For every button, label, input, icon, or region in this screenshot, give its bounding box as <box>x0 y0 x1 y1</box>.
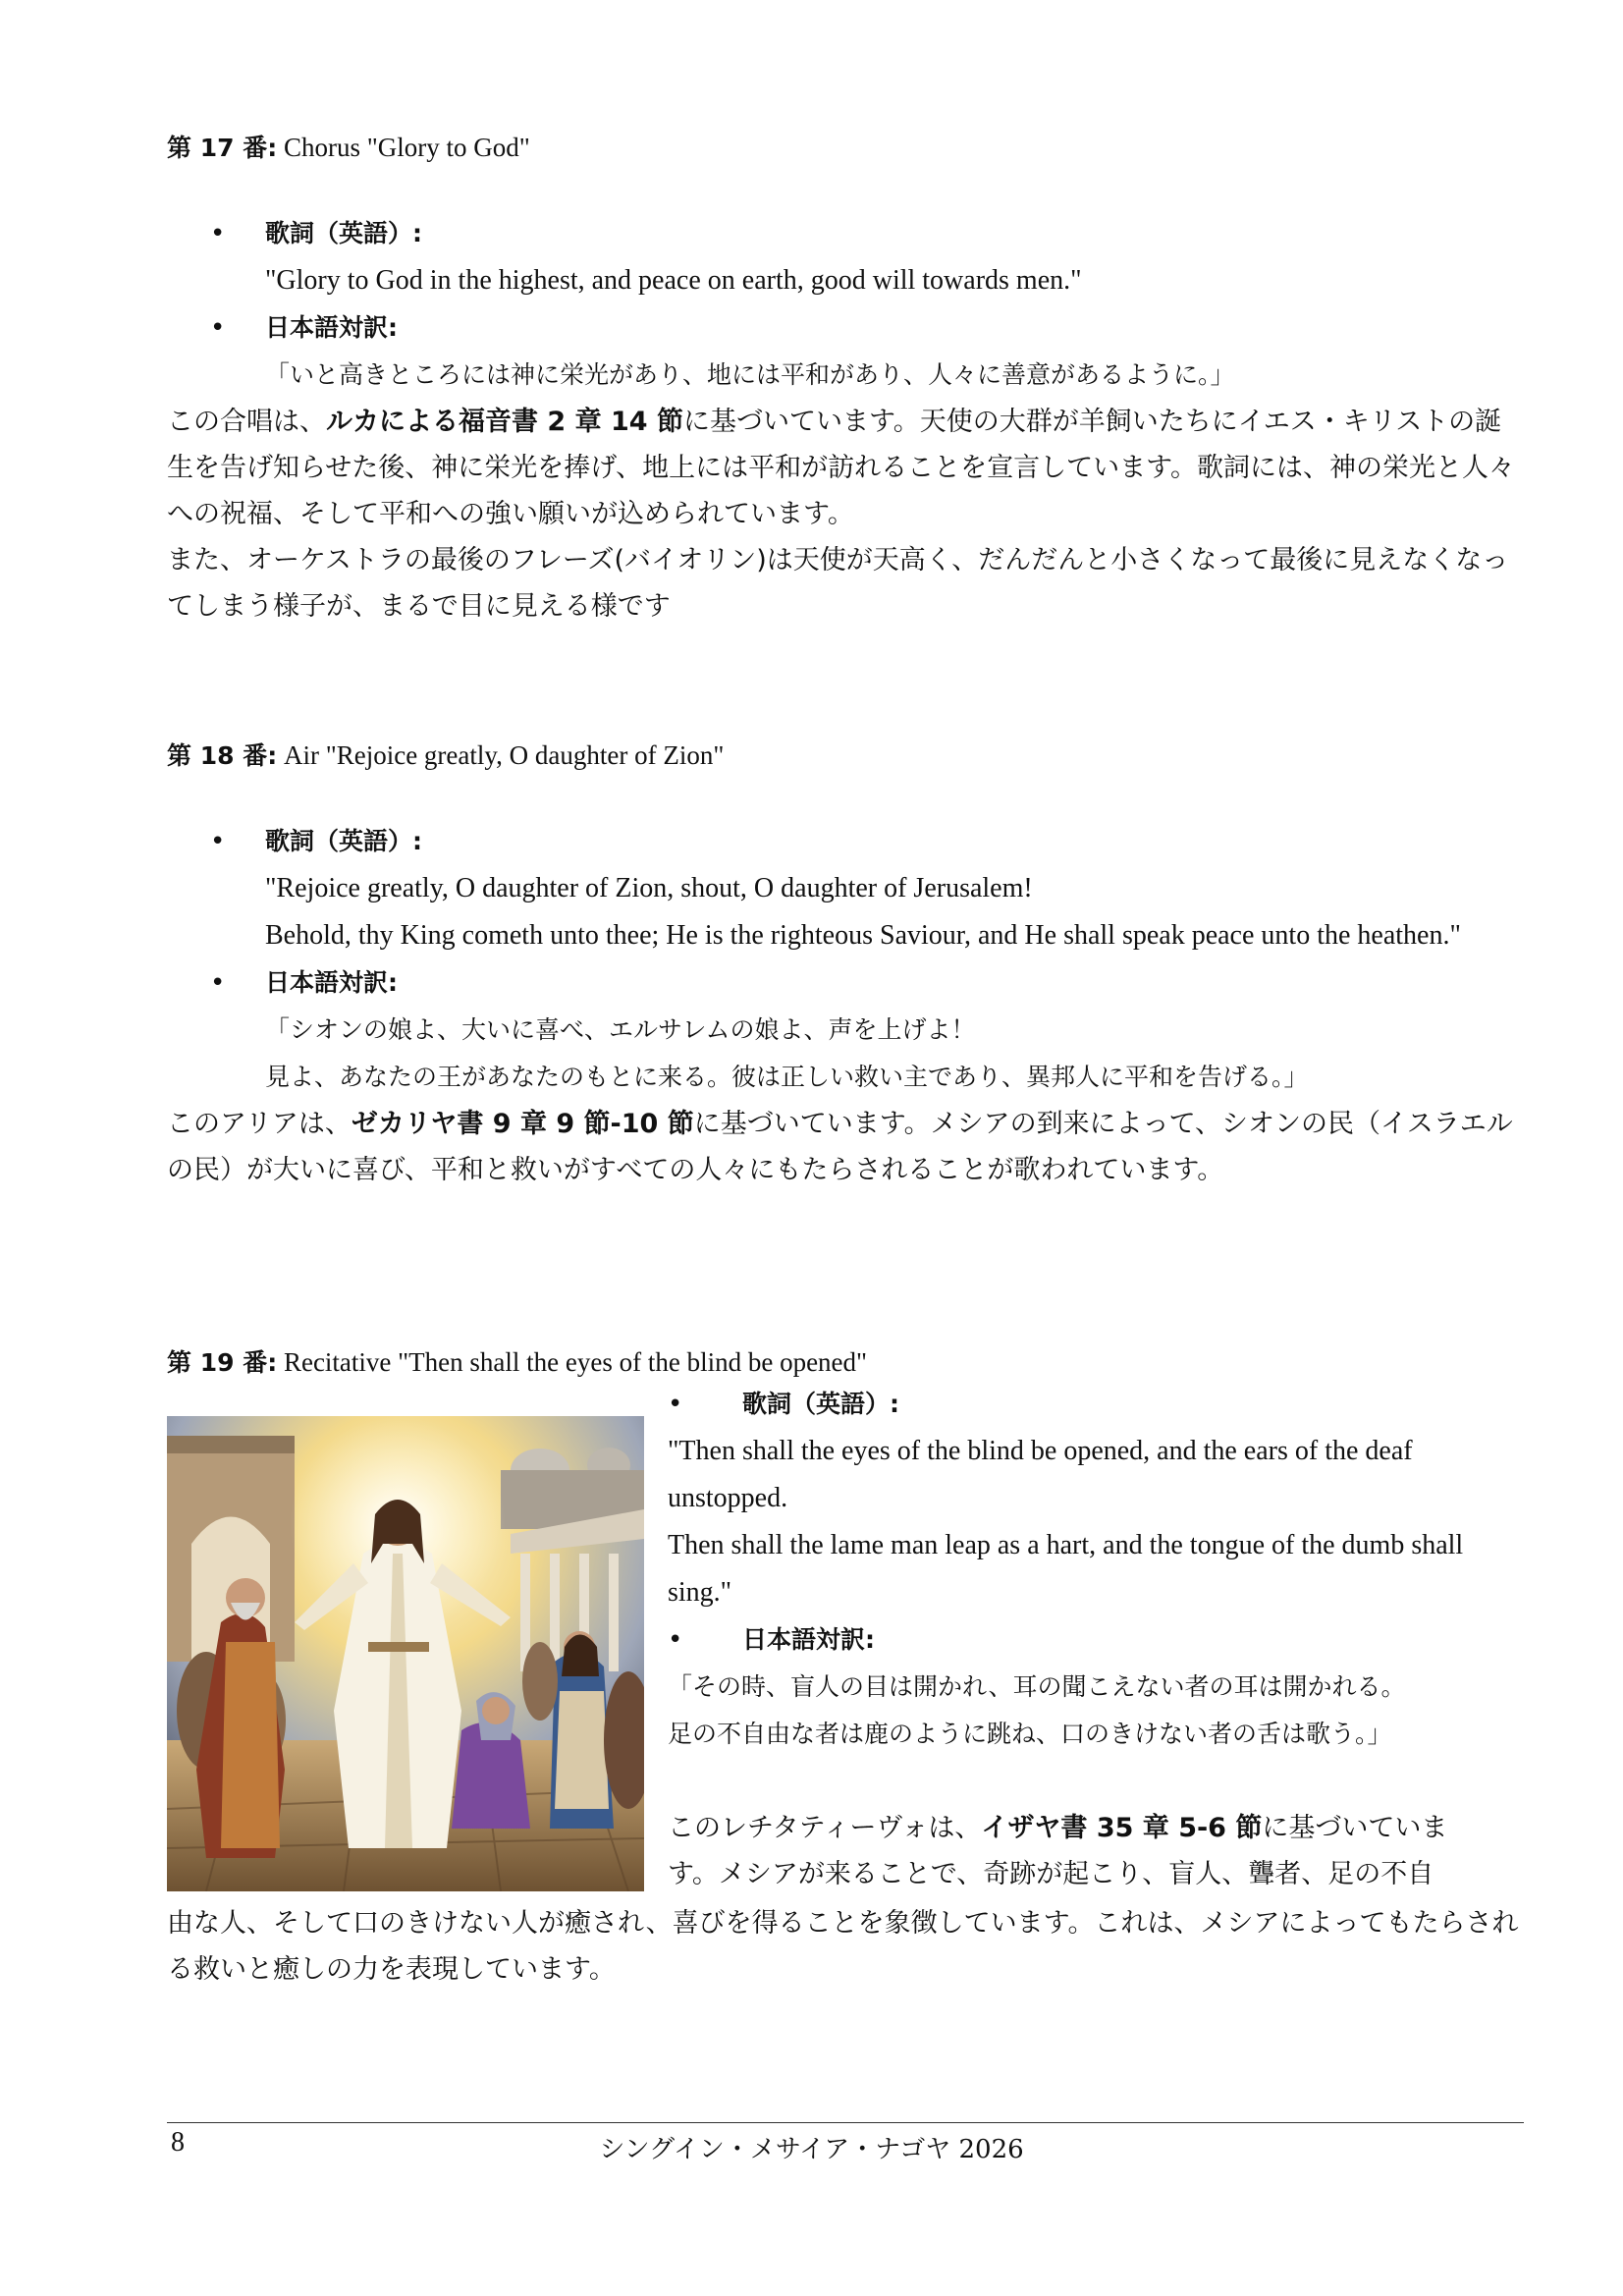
section-19-lyrics <box>668 1381 1532 1897</box>
commentary-text: このレチタティーヴォは、 <box>668 1813 982 1843</box>
commentary-text: に基づいていま <box>1262 1813 1448 1843</box>
commentary-paragraph <box>167 537 1522 629</box>
section-heading <box>167 1345 1522 1380</box>
bullet-icon: • <box>210 968 226 998</box>
translation-label: 日本語対訳: <box>742 1625 875 1654</box>
bullet-icon: • <box>668 1390 683 1419</box>
lyrics-english: "Glory to God in the highest, and peace on earth, good will towards men." <box>265 265 1082 296</box>
scripture-reference: イザヤ書 35 章 5-6 節 <box>981 1813 1263 1843</box>
section-17 <box>167 131 1522 629</box>
commentary-paragraph: 由な人、そして口のきけない人が癒され、喜びを得ることを象徴しています。これは、メシアによってもたらされる救いと癒しの力を表現しています。 <box>167 1908 1519 1985</box>
commentary-paragraph <box>167 1101 1522 1193</box>
section-heading <box>167 131 1522 165</box>
section-number: 第 19 番: <box>167 1348 278 1377</box>
commentary-text: このアリアは、 <box>167 1109 352 1139</box>
lyrics-list <box>167 818 1522 1101</box>
section-heading <box>167 738 1522 773</box>
bullet-icon: • <box>668 1625 683 1655</box>
page-number: 8 <box>171 2127 185 2158</box>
footer-divider <box>167 2122 1524 2123</box>
lyrics-english: "Then shall the eyes of the blind be opened, and the ears of the deaf unstopped. <box>668 1436 1413 1513</box>
section-title: Chorus "Glory to God" <box>283 133 530 162</box>
section-number: 第 17 番: <box>167 134 278 162</box>
lyrics-english: "Rejoice greatly, O daughter of Zion, shout, O daughter of Jerusalem! <box>265 873 1033 903</box>
illustration-svg <box>167 1416 644 1891</box>
translation-japanese: 「その時、盲人の目は開かれ、耳の聞こえない者の耳は開かれる。 <box>668 1672 1406 1701</box>
illustration-image <box>167 1416 644 1891</box>
lyrics-list <box>167 210 1522 399</box>
commentary-text: この合唱は、 <box>167 407 326 437</box>
translation-label: 日本語対訳: <box>265 968 398 997</box>
section-number: 第 18 番: <box>167 741 278 770</box>
commentary-text: に基づいています。天使の大群が羊飼いたちにイエス・キリストの誕生を告げ知らせた後、神に栄光を捧げ、地上には平和が訪れることを宣言しています。歌詞には、神の栄光と人々への祝福、そして平和への強い願いが込められています。 <box>167 407 1515 529</box>
list-item <box>167 210 1522 304</box>
translation-japanese: 「シオンの娘よ、大いに喜べ、エルサレムの娘よ、声を上げよ！ <box>265 1015 976 1044</box>
scripture-reference: ゼカリヤ書 9 章 9 節-10 節 <box>351 1109 694 1139</box>
spacer <box>668 1758 1532 1805</box>
list-item <box>167 818 1522 959</box>
commentary-text: に基づいています。メシアの到来によって、シオンの民（イスラエルの民）が大いに喜び、平和と救いがすべての人々にもたらされることが歌われています。 <box>167 1109 1513 1185</box>
translation-label: 日本語対訳: <box>265 313 398 342</box>
list-item <box>167 304 1522 399</box>
lyrics-label: 歌詞（英語）: <box>742 1390 899 1418</box>
section-title: Air "Rejoice greatly, O daughter of Zion" <box>283 740 725 770</box>
footer-title: シングイン・メサイア・ナゴヤ 2026 <box>599 2135 1024 2164</box>
commentary-line: す。メシアが来ることで、奇跡が起こり、盲人、聾者、足の不自 <box>668 1859 1434 1889</box>
list-item <box>668 1381 1532 1428</box>
translation-japanese: 足の不自由な者は鹿のように跳ね、口のきけない者の舌は歌う。」 <box>668 1720 1392 1748</box>
lyrics-label: 歌詞（英語）: <box>265 219 422 247</box>
section-19 <box>167 1345 1522 1380</box>
scripture-reference: ルカによる福音書 2 章 14 節 <box>326 407 683 437</box>
commentary-text: また、オーケストラの最後のフレーズ(バイオリン)は天使が天高く、だんだんと小さくなって最後に見えなくなってしまう様子が、まるで目に見える様です <box>167 545 1509 622</box>
bullet-icon: • <box>210 313 226 343</box>
translation-japanese: 「いと高きところには神に栄光があり、地には平和があり、人々に善意があるように。」 <box>265 360 1235 389</box>
section-19-commentary <box>167 1900 1522 1993</box>
lyrics-label: 歌詞（英語）: <box>265 827 422 855</box>
section-18 <box>167 738 1522 1193</box>
lyrics-english: Then shall the lame man leap as a hart, and the tongue of the dumb shall sing." <box>668 1530 1464 1608</box>
translation-japanese: 見よ、あなたの王があなたのもとに来る。彼は正しい救い主であり、異邦人に平和を告げる。」 <box>265 1063 1309 1091</box>
list-item <box>668 1616 1532 1664</box>
lyrics-english: Behold, thy King cometh unto thee; He is the righteous Saviour, and He shall speak peace unto the heathen." <box>265 920 1461 951</box>
bullet-icon: • <box>210 827 226 856</box>
commentary-line <box>668 1805 1532 1851</box>
bullet-icon: • <box>210 219 226 248</box>
commentary-paragraph <box>167 399 1522 537</box>
section-title: Recitative "Then shall the eyes of the blind be opened" <box>283 1347 868 1377</box>
list-item <box>167 959 1522 1101</box>
